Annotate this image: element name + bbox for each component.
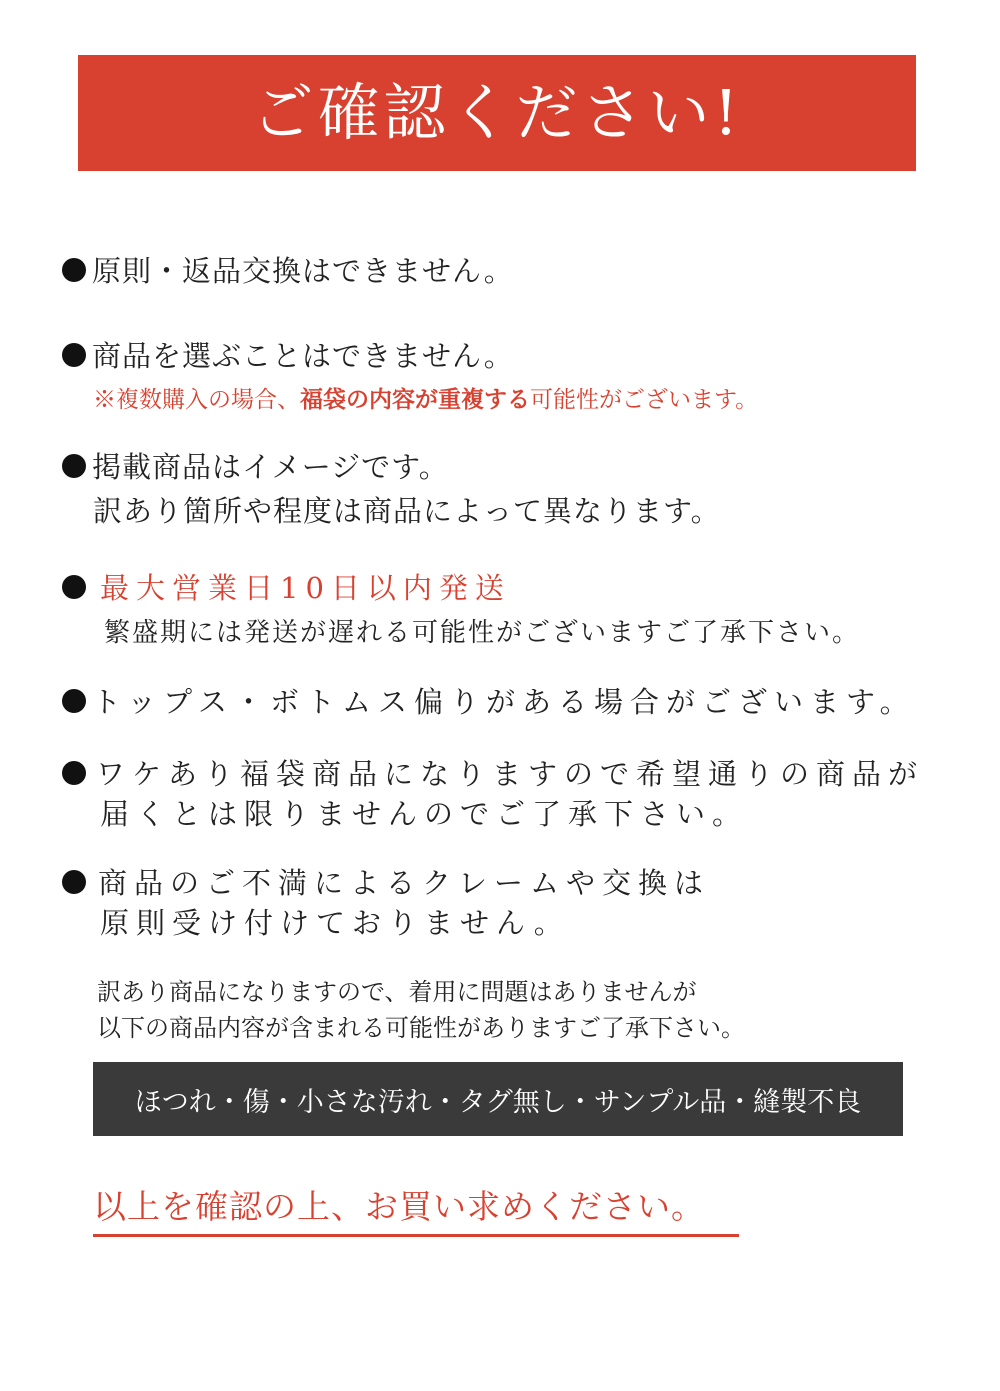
bullet-icon: [62, 761, 86, 785]
duplicate-warning: [93, 388, 758, 412]
notice-shipping-detail: [104, 620, 860, 646]
notice-no-returns: [62, 254, 514, 288]
condition-note-line2: 以下の商品内容が含まれる可能性がありますご了承下さい。: [97, 1014, 745, 1042]
bullet-icon: [62, 454, 86, 478]
notice-text: 訳あり箇所や程度は商品によって異なります。: [93, 494, 721, 528]
notice-text: 届くとは限りませんのでご了承下さい。: [100, 797, 749, 831]
bullet-icon: [62, 258, 86, 282]
warning-part: ※複数購入の場合、: [93, 387, 300, 413]
header-banner: [78, 55, 916, 171]
bullet-icon: [62, 870, 86, 894]
condition-note-line1: 訳あり商品になりますので、着用に問題はありませんが: [97, 978, 697, 1006]
notice-text: 原則・返品交換はできません。: [92, 254, 514, 288]
notice-text: 原則受け付けておりません。: [100, 906, 570, 940]
notice-text: 商品を選ぶことはできません。: [92, 339, 514, 373]
defects-list: ほつれ・傷・小さな汚れ・タグ無し・サンプル品・縫製不良: [134, 1086, 862, 1118]
notice-no-choice: [62, 339, 514, 373]
warning-part: 可能性がございます。: [530, 387, 759, 413]
banner-title: ご確認ください!: [251, 76, 743, 149]
notice-no-claims: [62, 866, 711, 900]
closing-underline: [93, 1234, 739, 1237]
notice-image-only: [62, 450, 449, 484]
notice-lucky-bag-detail: [100, 797, 749, 831]
notice-no-claims-detail: [100, 906, 570, 940]
notice-text: 最大営業日10日以内発送: [100, 571, 511, 605]
notice-text: トップス・ボトムス偏りがある場合がございます。: [92, 685, 916, 719]
warning-emphasis: 福袋の内容が重複する: [300, 386, 530, 413]
notice-lucky-bag: [62, 757, 925, 791]
bullet-icon: [62, 689, 86, 713]
defects-box: [93, 1062, 903, 1136]
notice-image-only-detail: [93, 494, 721, 528]
notice-text: ワケあり福袋商品になりますので希望通りの商品が: [96, 757, 925, 791]
notice-item-balance: [62, 685, 916, 719]
notice-text: 掲載商品はイメージです。: [92, 450, 449, 484]
bullet-icon: [62, 575, 86, 599]
notice-text: 繁盛期には発送が遅れる可能性がございますご了承下さい。: [104, 618, 861, 648]
bullet-icon: [62, 343, 86, 367]
closing-message: 以上を確認の上、お買い求めください。: [93, 1187, 705, 1226]
notice-text: 商品のご不満によるクレームや交換は: [98, 866, 711, 900]
notice-shipping: [62, 571, 511, 605]
